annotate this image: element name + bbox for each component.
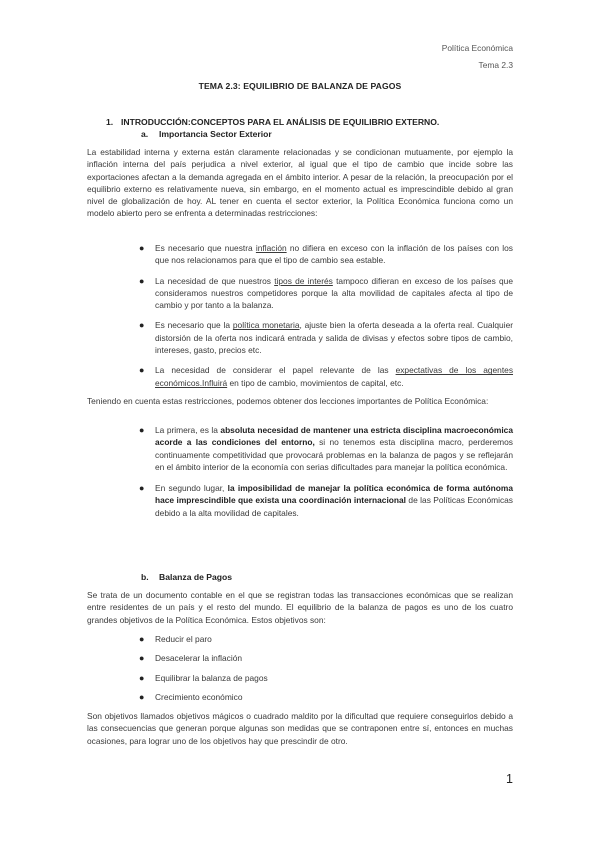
bullet-icon: ● xyxy=(139,243,145,253)
bullet-icon: ● xyxy=(139,483,145,494)
list-item: ● Es necesario que la política monetaria, ajuste bien la oferta deseada a la oferta real. Cualquier distorsión de la oferta nos indicará entrada y salida de divisas y efectos sobre tipos de cambio, intereses, gasto, precios etc. xyxy=(139,320,514,356)
page-number: 1 xyxy=(506,772,513,786)
intro-paragraph: La estabilidad interna y externa están claramente relacionadas y se condicionan mutuamente, por ejemplo la inflación interna del país perjudica a nivel exterior, al igual que el tipo de cambio que incide sobre las exportaciones afectan a la demanda agregada en el ámbito interior. A pesar de la relación, la preocupación por el equilibrio externo es relativamente nueva, sin embargo, en el momento actual es imprescindible debido al gran nivel de globalización de hoy. AL tener en cuenta el sector exterior, la Política Económica funciona como un modelo abierto pero se enfrenta a determinadas restricciones: xyxy=(87,147,513,219)
emphasis-text: absoluta necesidad de mantener una estricta disciplina macroeconómica acorde a las condiciones del entorno, xyxy=(155,425,513,448)
section-1-heading xyxy=(106,117,439,127)
lessons-intro-paragraph: Teniendo en cuenta estas restricciones, podemos obtener dos lecciones importantes de Política Económica: xyxy=(87,396,489,406)
section-1-number: 1. xyxy=(106,117,114,127)
restrictions-list xyxy=(135,242,513,397)
subsection-a-heading xyxy=(141,129,272,139)
objectives-list xyxy=(135,633,513,711)
bullet-icon: ● xyxy=(139,425,145,435)
key-term: inflación xyxy=(255,243,287,253)
subsection-b-heading xyxy=(141,572,232,582)
document-title: TEMA 2.3: EQUILIBRIO DE BALANZA DE PAGOS xyxy=(198,81,402,91)
header-subject: Política Económica xyxy=(441,43,513,53)
key-term: tipos de interés xyxy=(274,275,333,286)
list-item: ● Equilibrar la balanza de pagos xyxy=(139,672,268,683)
subsection-a-letter: a. xyxy=(141,129,149,139)
subsection-b-letter: b. xyxy=(141,572,149,582)
section-1-title: INTRODUCCIÓN:CONCEPTOS PARA EL ANÁLISIS DE EQUILIBRIO EXTERNO. xyxy=(121,117,440,127)
bullet-icon: ● xyxy=(139,275,145,286)
bullet-icon: ● xyxy=(139,634,145,644)
list-item: ● En segundo lugar, la imposibilidad de manejar la política económica de forma autónoma hace imprescindible que exista una coordinación internacional de las Políticas Económicas debido a la alta movilidad de capitales. xyxy=(139,483,513,518)
key-term: expectativas de los agentes económicos.Influirá xyxy=(155,365,514,388)
list-item: ● La necesidad de que nuestros tipos de interés tampoco difieran en exceso de los países que consideramos nuestros competidores porque la alta movilidad de capitales afecta al tipo de cambio y por tanto a la balanza. xyxy=(139,275,513,311)
list-item: ● Crecimiento económico xyxy=(139,692,243,703)
list-item: ● Desacelerar la inflación xyxy=(139,653,243,664)
list-item: ● Reducir el paro xyxy=(139,634,212,644)
emphasis-text: la imposibilidad de manejar la política económica de forma autónoma hace imprescindible que exista una coordinación internacional xyxy=(155,483,513,506)
bullet-icon: ● xyxy=(139,653,145,664)
subsection-b-title: Balanza de Pagos xyxy=(159,572,233,582)
bullet-icon: ● xyxy=(139,692,145,703)
list-item: ● La primera, es la absoluta necesidad de mantener una estricta disciplina macroeconómica acorde a las condiciones del entorno, si no tenemos esta disciplina macro, perderemos continuamente competitividad que provocará problemas en la balanza de pagos y se reflejarán en el ámbito interior de la economía con serias dificultades para manejar la política económica. xyxy=(139,425,513,472)
bullet-icon: ● xyxy=(139,320,145,331)
list-item: ● La necesidad de considerar el papel relevante de las expectativas de los agentes económicos.Influirá en tipo de cambio, movimientos de capital, etc. xyxy=(139,365,514,388)
balanza-intro-paragraph: Se trata de un documento contable en el que se registran todas las transacciones económicas que se realizan entre residentes de un país y el resto del mundo. El equilibrio de la balanza de pagos es uno de los cuatro grandes objetivos de la Política Económica. Estos objetivos son: xyxy=(87,590,513,625)
key-term: política monetaria xyxy=(232,320,300,331)
subsection-a-title: Importancia Sector Exterior xyxy=(159,129,272,139)
header-topic: Tema 2.3 xyxy=(478,60,513,70)
bullet-icon: ● xyxy=(139,365,145,376)
lessons-list xyxy=(135,424,513,528)
bullet-icon: ● xyxy=(139,672,145,683)
list-item: ● Es necesario que nuestra inflación no difiera en exceso con la inflación de los países con los que nos relacionamos para que el tipo de cambio sea estable. xyxy=(139,243,513,266)
closing-paragraph: Son objetivos llamados objetivos mágicos o cuadrado maldito por la dificultad que requiere conseguirlos debido a las consecuencias que generan porque algunas son medidas que se contraponen entre sí, entonces en muchas ocasiones, para lograr uno de los objetivos hay que prescindir de otro. xyxy=(87,711,513,746)
